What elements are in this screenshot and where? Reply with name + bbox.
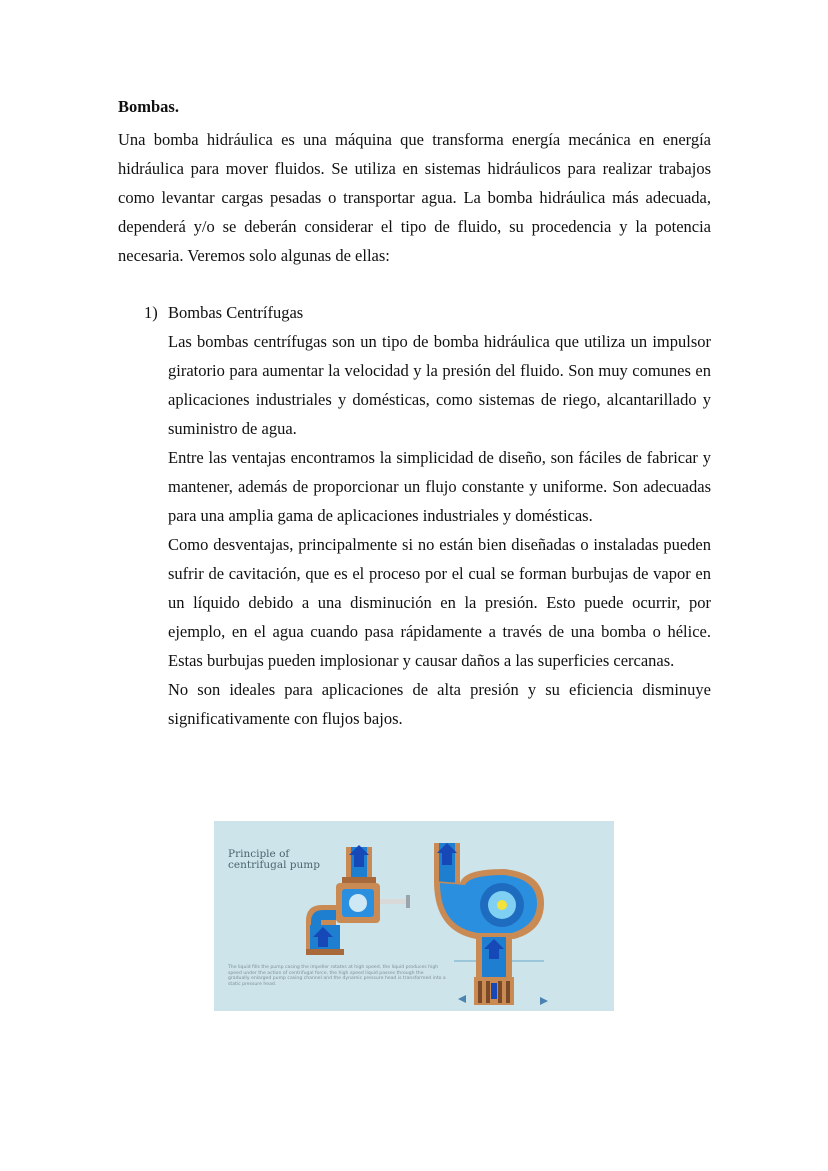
figure-title bbox=[228, 849, 320, 871]
paragraph-definition: Las bombas centrífugas son un tipo de bomba hidráulica que utiliza un impulsor giratorio para aumentar la velocidad y la presión del fluido. Son muy comunes en aplicaciones industriales y domésticas, como sistemas de riego, alcantarillado y suministro de agua. bbox=[168, 332, 711, 438]
paragraph-limitations: No son ideales para aplicaciones de alta presión y su eficiencia disminuye significativamente con flujos bajos. bbox=[168, 680, 711, 728]
intro-paragraph: Una bomba hidráulica es una máquina que transforma energía mecánica en energía hidráulica para mover fluidos. Se utiliza en sistemas hidráulicos para realizar trabajos como levantar cargas pesadas o transportar agua. La bomba hidráulica más adecuada, dependerá y/o se deberán considerar el tipo de fluido, su procedencia y la potencia necesaria. Veremos solo algunas de ellas: bbox=[118, 130, 711, 265]
paragraph-advantages: Entre las ventajas encontramos la simplicidad de diseño, son fáciles de fabricar y mantener, además de proporcionar un flujo constante y uniforme. Son adecuadas para una amplia gama de aplicaciones industriales y domésticas. bbox=[168, 448, 711, 525]
list-item-body bbox=[168, 327, 711, 733]
centrifugal-pump-figure bbox=[214, 821, 614, 1011]
figure-caption: The liquid fills the pump casing the impeller rotates at high speed, the liquid produces high speed under the action of centrifugal force, the high speed liquid passes through the gradually enlarged pump casing channel and the dynamic pressure head is transformed into a static pressure head. bbox=[228, 965, 446, 987]
list-item-title: Bombas Centrífugas bbox=[168, 303, 304, 322]
paragraph-disadvantages: Como desventajas, principalmente si no están bien diseñadas o instaladas pueden sufrir de cavitación, que es el proceso por el cual se forman burbujas de vapor en un líquido debido a una disminución en la presión. Esto puede ocurrir, por ejemplo, en el agua cuando pasa rápidamente a través de una bomba o hélice. Estas burbujas pueden implosionar y causar daños a las superficies cercanas. bbox=[168, 535, 711, 670]
figure-title-line-2: centrifugal pump bbox=[228, 859, 320, 871]
list-item-number: 1) bbox=[144, 303, 158, 322]
figure-title-line-1: Principle of bbox=[228, 848, 290, 860]
section-heading: Bombas. bbox=[118, 97, 179, 116]
